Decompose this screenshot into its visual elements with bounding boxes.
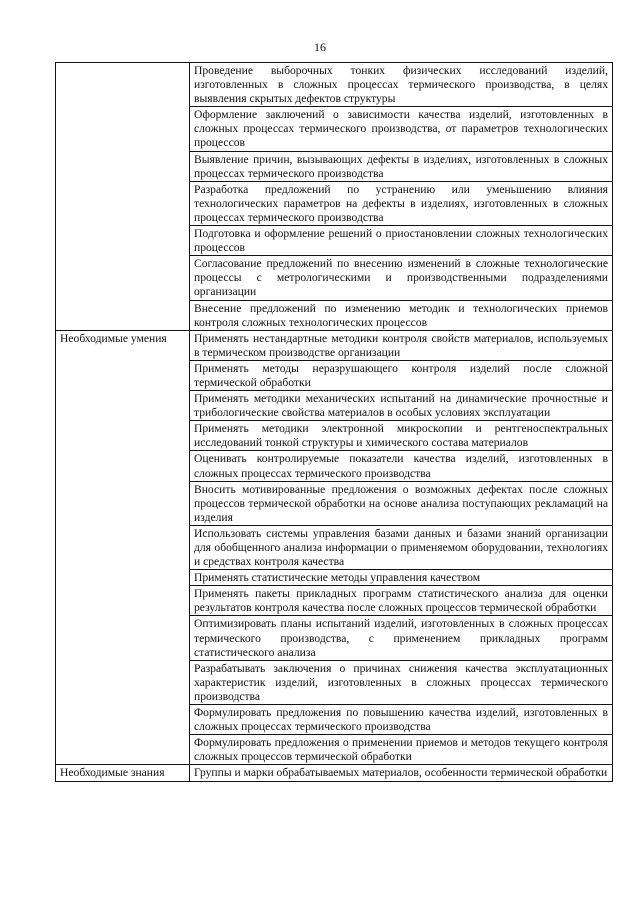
section-item: Формулировать предложения о применении приемов и методов текущего контроля сложных процессов термической обработки bbox=[190, 735, 613, 765]
page-number: 16 bbox=[314, 40, 326, 54]
requirements-table bbox=[55, 62, 613, 782]
section-item: Выявление причин, вызывающих дефекты в изделиях, изготовленных в сложных процессах термического производства bbox=[190, 151, 613, 181]
section-item: Проведение выборочных тонких физических исследований изделий, изготовленных в сложных процессах термического производства, в целях выявления скрытых дефектов структуры bbox=[190, 63, 613, 107]
section-item: Вносить мотивированные предложения о возможных дефектах после сложных процессов термической обработки на основе анализа поступающих рекламаций на изделия bbox=[190, 481, 613, 525]
table-row bbox=[56, 63, 613, 107]
section-item: Использовать системы управления базами данных и базами знаний организации для обобщенного анализа информации о применяемом оборудовании, технологиях и средствах контроля качества bbox=[190, 525, 613, 569]
section-item: Применять статистические методы управления качеством bbox=[190, 570, 613, 586]
section-item: Оценивать контролируемые показатели качества изделий, изготовленных в сложных процессах термического производства bbox=[190, 451, 613, 481]
section-item: Внесение предложений по изменению методик и технологических приемов контроля сложных технологических процессов bbox=[190, 300, 613, 330]
section-label bbox=[56, 63, 190, 331]
section-item: Согласование предложений по внесению изменений в сложные технологические процессы с метрологическими и производственными подразделениями организации bbox=[190, 256, 613, 300]
section-item: Применять методики электронной микроскопии и рентгеноспектральных исследований тонкой структуры и химического состава материалов bbox=[190, 421, 613, 451]
section-label: Необходимые знания bbox=[56, 765, 190, 781]
section-item: Применять пакеты прикладных программ статистического анализа для оценки результатов контроля качества после сложных процессов термической обработки bbox=[190, 586, 613, 616]
table-row bbox=[56, 765, 613, 781]
section-item: Применять методы неразрушающего контроля изделий после сложной термической обработки bbox=[190, 360, 613, 390]
section-item: Группы и марки обрабатываемых материалов, особенности термической обработки bbox=[190, 765, 613, 781]
section-item: Применять нестандартные методики контроля свойств материалов, используемых в термическом производстве организации bbox=[190, 330, 613, 360]
section-item: Подготовка и оформление решений о приостановлении сложных технологических процессов bbox=[190, 226, 613, 256]
table-row bbox=[56, 330, 613, 360]
section-item: Формулировать предложения по повышению качества изделий, изготовленных в сложных процессах термического производства bbox=[190, 705, 613, 735]
requirements-table-body bbox=[56, 63, 613, 782]
section-item: Разрабатывать заключения о причинах снижения качества эксплуатационных характеристик изделий, изготовленных в сложных процессах термического производства bbox=[190, 660, 613, 704]
section-label: Необходимые умения bbox=[56, 330, 190, 765]
section-item: Оптимизировать планы испытаний изделий, изготовленных в сложных процессах термического производства, с применением прикладных программ статистического анализа bbox=[190, 616, 613, 660]
section-item: Оформление заключений о зависимости качества изделий, изготовленных в сложных процессах термического производства, от параметров технологических процессов bbox=[190, 107, 613, 151]
section-item: Разработка предложений по устранению или уменьшению влияния технологических параметров на дефекты в изделиях, изготовленных в сложных процессах термического производства bbox=[190, 181, 613, 225]
section-item: Применять методики механических испытаний на динамические прочностные и трибологические свойства материалов в особых условиях эксплуатации bbox=[190, 391, 613, 421]
